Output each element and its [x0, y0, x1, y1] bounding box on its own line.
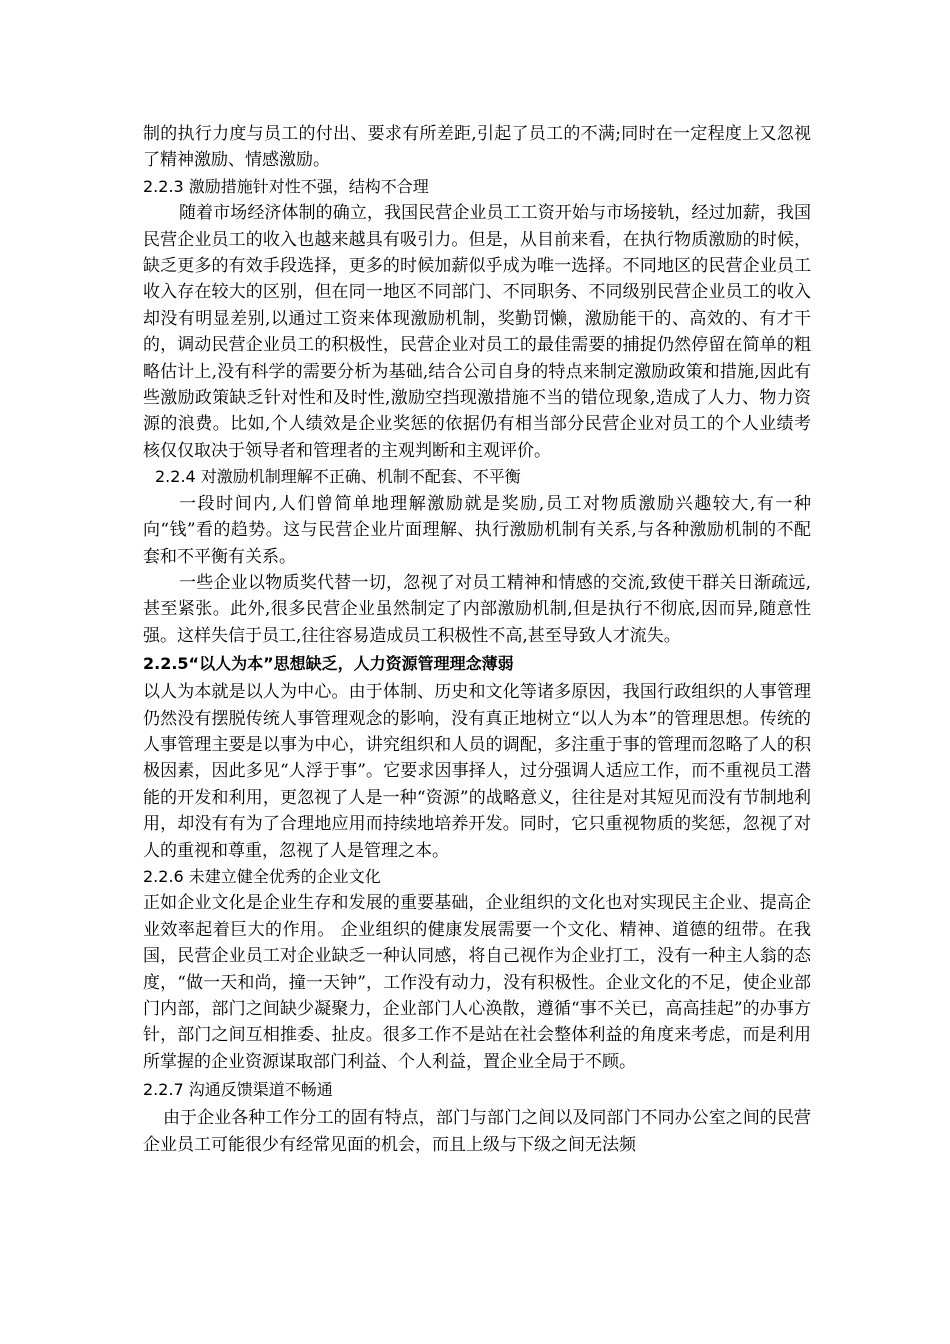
paragraph-corporate-culture: 正如企业文化是企业生存和发展的重要基础，企业组织的文化也对实现民主企业、提高企业效率起着巨大的作用。 企业组织的健康发展需要一个文化、精神、道德的纽带。在我国，民营企业员工对企业缺乏一种认同感，将自己视作为企业打工，没有一种主人翁的态度，“做一天和尚，撞一天钟”，工作没有动力，没有积极性。企业文化的不足，使企业部门内部，部门之间缺少凝聚力，企业部门人心涣散，遵循“事不关已，高高挂起”的办事方针，部门之间互相推委、扯皮。很多工作不是站在社会整体利益的角度来考虑，而是利用所掌握的企业资源谋取部门利益、个人利益，置企业全局于不顾。: [143, 893, 811, 1072]
section-heading-2-2-6: 2.2.6 未建立健全优秀的企业文化: [143, 866, 381, 886]
paragraph-people-oriented: 以人为本就是以人为中心。由于体制、历史和文化等诸多原因，我国行政组织的人事管理仍然没有摆脱传统人事管理观念的影响，没有真正地树立“以人为本”的管理思想。传统的人事管理主要是以事为中心，讲究组织和人员的调配，多注重于事的管理而忽略了人的积极因素，因此多见“人浮于事”。它要求因事择人，过分强调人适应工作，而不重视员工潜能的开发和利用，更忽视了人是一种“资源”的战略意义，往往是对其短见而没有节制地利用，却没有有为了合理地应用而持续地培养开发。同时，它只重视物质的奖惩，忽视了对人的重视和尊重，忽视了人是管理之本。: [143, 682, 811, 861]
section-heading-2-2-3: 2.2.3 激励措施针对性不强，结构不合理: [143, 176, 429, 196]
section-heading-2-2-5: 2.2.5“以人为本”思想缺乏，人力资源管理理念薄弱: [143, 654, 514, 674]
paragraph-communication: 由于企业各种工作分工的固有特点，部门与部门之间以及同部门不同办公室之间的民营企业员工可能很少有经常见面的机会，而且上级与下级之间无法频: [143, 1108, 811, 1155]
document-body: [143, 121, 811, 1158]
paragraph-continuation: 制的执行力度与员工的付出、要求有所差距,引起了员工的不满;同时在一定程度上又忽视了精神激励、情感激励。: [143, 124, 811, 171]
paragraph-misunderstanding-incentive: 一段时间内,人们曾简单地理解激励就是奖励,员工对物质激励兴趣较大,有一种向“钱”看的趋势。这与民营企业片面理解、执行激励机制有关系,与各种激励机制的不配套和不平衡有关系。: [143, 493, 811, 567]
section-heading-2-2-4: 2.2.4 对激励机制理解不正确、机制不配套、不平衡: [155, 467, 521, 487]
paragraph-incentive-measures: 随着市场经济体制的确立，我国民营企业员工工资开始与市场接轨，经过加薪，我国民营企业员工的收入也越来越具有吸引力。但是，从目前来看，在执行物质激励的时候，缺乏更多的有效手段选择，更多的时候加薪似乎成为唯一选择。不同地区的民营企业员工收入存在较大的区别，但在同一地区不同部门、不同职务、不同级别民营企业员工的收入却没有明显差别,以通过工资来体现激励机制，奖勤罚懒，激励能干的、高效的、有才干的，调动民营企业员工的积极性，民营企业对员工的最佳需要的捕捉仍然停留在简单的粗略估计上,没有科学的需要分析为基础,结合公司自身的特点来制定激励政策和措施,因此有些激励政策缺乏针对性和及时性,激励空挡现激措施不当的错位现象,造成了人力、物力资源的浪费。比如,个人绩效是企业奖惩的依据仍有相当部分民营企业对员工的个人业绩考核仅仅取决于领导者和管理者的主观判断和主观评价。: [143, 203, 811, 461]
section-heading-2-2-7: 2.2.7 沟通反馈渠道不畅通: [143, 1080, 333, 1100]
paragraph-material-reward: 一些企业以物质奖代替一切，忽视了对员工精神和情感的交流,致使干群关日渐疏远,甚至紧张。此外,很多民营企业虽然制定了内部激励机制,但是执行不彻底,因而异,随意性强。这样失信于员工,往往容易造成员工积极性不高,甚至导致人才流失。: [143, 572, 811, 646]
